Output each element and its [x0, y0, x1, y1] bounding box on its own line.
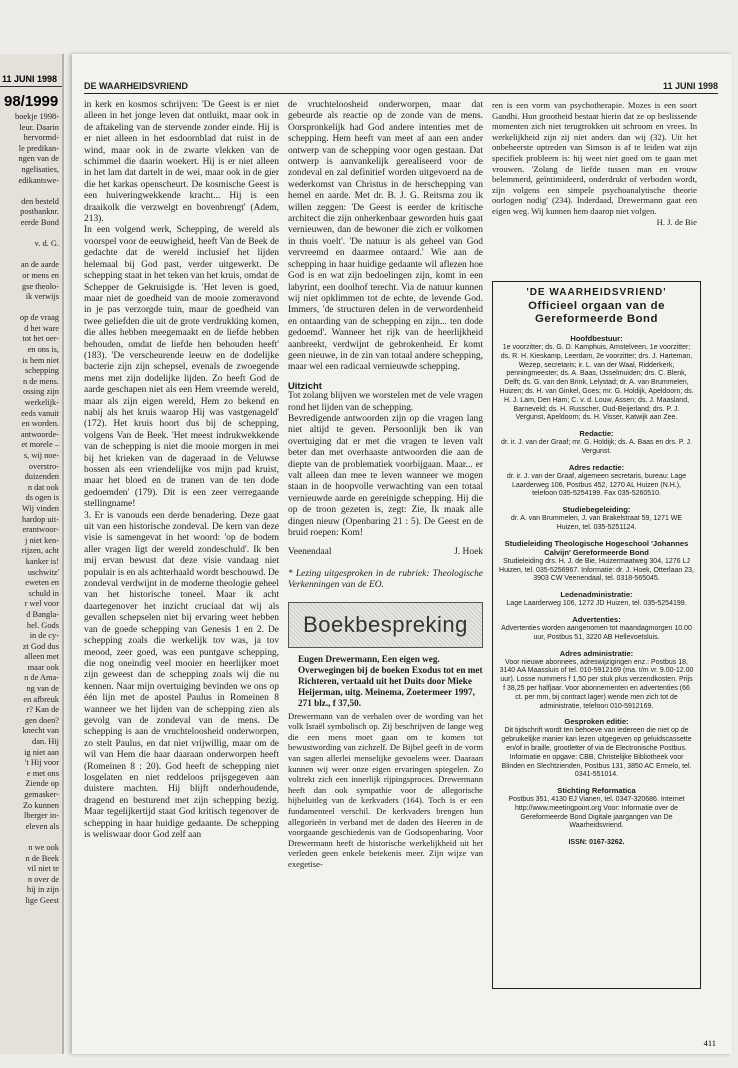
- colophon-section-text: dr. A. van Brummelen, J. van Brakelstraat 59, 1271 WE Huizen, tel. 035-5251124.: [510, 515, 683, 531]
- previous-page-line: zt God dus: [22, 641, 59, 651]
- colophon-section-heading: Studieleiding Theologische Hogeschool 'Johannes Calvijn' Gereformeerde Bond: [504, 538, 689, 557]
- colophon-section-text: Studieleiding drs. H. J. de Bie, Huizermaatweg 304, 1276 LJ Huizen, tel. 035-5256967. Informatie: dr. J. Hoek, Otterlaan 23, 3903 CW Veenendaal, tel. 0318-565045.: [499, 557, 694, 583]
- previous-page-line: r? Kan de: [26, 705, 59, 715]
- previous-page-line: ng van de: [26, 684, 59, 694]
- colophon-box: [492, 281, 701, 989]
- previous-page-line: hij in zijn: [26, 885, 59, 895]
- previous-page-lines: [0, 112, 62, 907]
- colophon-title: 'DE WAARHEIDSVRIEND': [526, 287, 667, 298]
- colophon-section-heading: Gesproken editie:: [564, 717, 629, 727]
- previous-page-line: en worden.: [21, 419, 59, 429]
- review-continued: ren is een vorm van psychotherapie. Mozes is een soort Gandhi. Hun grootheid bestaat hierin dat ze op beslissende momenten zich niet terugtrokken uit schroom en vrees. In werkelijkheid zijn zij niet anders dan wij (32). Uit het onbeheerste optreden van Simson is af te leiden wat zijn specifiek probleem is: hij weet niet goed om te gaan met vrouwen. 'Zolang de liefde tussen man en vrouw belemmerd, geïntimideerd, onderdrukt of verboden wordt, zijn volgens een simpele psychoanalytische theorie oorlogen nodig' (234). Inderdaad, Drewermann gaat een eigen weg. Wij kunnen hem daarop niet volgen.: [492, 100, 697, 216]
- previous-page-line: overstro-: [28, 461, 59, 471]
- previous-page-line: an de aarde: [20, 260, 59, 270]
- previous-page-line: gse theolo-: [22, 281, 59, 291]
- previous-page-line: [0, 303, 62, 314]
- previous-page-line: duizenden: [24, 472, 59, 482]
- previous-page-line: leur. Daarin: [19, 122, 59, 132]
- issue-date: 11 JUNI 1998: [662, 81, 718, 91]
- previous-page-line: Wij vinden: [21, 503, 59, 513]
- colophon-section-heading: Redactie:: [579, 429, 614, 439]
- previous-page-line: schuld in: [28, 588, 59, 598]
- colophon-section-text: Postbus 351, 4130 EJ Vianen, tel. 0347-320686. Internet http://www.meetingpoint.org Voor: Informatie over de Gereformeerde Bond Digitale jaargangen van De Waarheidsvriend.: [508, 796, 685, 830]
- colophon-section-heading: Studiebegeleiding:: [562, 505, 631, 515]
- colophon-section-heading: Hoofdbestuur:: [570, 334, 623, 343]
- previous-page-line: n de Ama-: [24, 673, 59, 683]
- previous-page-line: ngelisaties,: [21, 164, 59, 174]
- previous-page-line: n de Beek: [25, 853, 59, 863]
- magazine-page: [72, 54, 732, 1054]
- running-header: [84, 78, 718, 94]
- colophon-subtitle: Officieel orgaan van de Gereformeerde Bond: [528, 300, 665, 325]
- previous-page-line: is hem niet: [22, 355, 59, 365]
- previous-page-edge: [0, 54, 64, 1054]
- previous-page-line: v. d. G.: [34, 239, 59, 249]
- previous-page-line: [0, 186, 62, 197]
- previous-page-line: [0, 250, 62, 261]
- colophon-section-text: ISSN: 0167-3262.: [568, 839, 625, 847]
- previous-page-line: edikantswe-: [18, 175, 59, 185]
- previous-page-line: vil niet te: [27, 864, 59, 874]
- previous-page-line: gemasker-: [24, 790, 59, 799]
- previous-page-line: lige Geest: [25, 895, 59, 905]
- previous-page-line: ds ogen is: [25, 493, 59, 503]
- previous-page-line: kanker is!: [25, 556, 59, 566]
- paragraph: de vruchteloosheid onderworpen, maar dat gebeurde als reactie op de zonde van de mens. Oorspronkelijk had God andere intenties met de schepping. Hem heeft van meet af aan een ander ontwerp van de schepping voor ogen gestaan. Dat ontwerp is aanvankelijk gerealiseerd voor de zondeval en zal definitief worden uitgevoerd na de wederkomst van Christus in de herschepping van hemel en aarde. Met dr. B. J. G. Reitsma zou ik willen zeggen: 'De Geest is eerder de kritische architect die zijn onherkenbaar geworden huis gaat vernieuwen, dan de bewoner die zich er volkomen in thuis voelt'. 'De natuur is als geheel van God vervreemd en daarmee ontaard.' Wie aan de schepping in haar huidige gedaante wil aflezen hoe God is en wat zijn bedoelingen zijn, komt in een labyrint, een doolhof terecht. Via de natuur kunnen wij niet opklimmen tot de echte, de levende God. Immers, 'de structuren delen in de verwordenheid en ontaarding van de schepping en zijn... ten dode gedoemd'. Wanneer het rijk van de heerlijkheid aanbreekt, verdwijnt de gebrokenheid. Er komt geen nieuwe, in de zin van totaal andere schepping, maar wel een radicaal vernieuwde schepping.: [288, 100, 483, 373]
- paragraph: In een volgend werk, Schepping, de wereld als voorspel voor de eeuwigheid, heeft Van de Beek de gedachte dat de wereld inclusief het lijden helemaal bij God past, verder uitgewerkt. De schepping staat in het teken van het kruis, omdat de Schepper de Gekruisigde is. 'Het leven is goed, maar niet de goedheid van de mooie zomeravond in je pas verzorgde tuin, maar de goedheid van twee geliefden die uit de grote verdrukking komen, die alles hebben meegemaakt en de liefde hebben behouden, omdat de liefde hen behouden heeft' (183). 'De verscheurende leeuw en de dodelijke bacterie zijn zijn schepsel, evenals de zwoegende mens met zijn dodelijke lijden. Zo heeft God de aarde geschapen niet als een Hem vreemde wereld, maar als zijn eigen wereld, Hem zo bekend en nabij als het kruis waarop Hij was vastgenageld' (172). Het kruis hoort dus bij de schepping, volgens Van de Beek. 'Het meest indrukwekkende van de schepping is niet die mooie morgen in mei bij het krieken van de dageraad in de Veluwse bossen als een vriendelijke vos mijn pad kruist, maar het bloed en de tranen van de ten dode gedoemden' (179). Dit is een zeer verregaande stellingname!: [84, 225, 279, 510]
- previous-page-line: ig niet aan: [24, 747, 59, 757]
- previous-page-line: le predikan-: [18, 143, 59, 153]
- colophon-sections: [493, 334, 700, 848]
- previous-page-line: [0, 832, 62, 843]
- previous-page-line: n dat ook: [27, 482, 59, 492]
- previous-page-line: dan. Hij: [32, 737, 59, 747]
- signature-place: Veenendaal: [288, 547, 332, 558]
- previous-page-line: d het ware: [24, 323, 59, 333]
- previous-page-line: Ziende op: [25, 779, 59, 789]
- previous-page-line: lberger in-: [24, 811, 59, 821]
- previous-page-line: e met ons: [26, 768, 59, 778]
- previous-page-line: or mens en: [22, 270, 59, 280]
- previous-page-line: n over de: [27, 874, 59, 884]
- previous-page-line: postbanknr.: [20, 207, 59, 217]
- colophon-section-heading: Adres redactie:: [568, 462, 625, 472]
- previous-page-line: ngen van de: [18, 154, 59, 164]
- previous-page-line: j niet ken-: [25, 535, 59, 545]
- colophon-section-text: Dit tijdschrift wordt ten behoeve van iedereen die niet op de gebruikelijke manier kan lezen uitgegeven op geluidscassette en/of in braille, grootletter of via de Electronische Postbus. Informatie en opgave: CBB, Christelijke Bibliotheek voor Blinden en Slechtzienden, Postbus 131, 3850 AC Ermelo, tel. 0341-551014.: [501, 727, 692, 779]
- colophon-section-heading: Stichting Reformatica: [557, 786, 636, 796]
- previous-page-header: 11 JUNI 1998: [0, 54, 62, 87]
- previous-page-line: eeds vanuit: [21, 408, 59, 418]
- previous-page-line: rijzen, acht: [21, 546, 59, 556]
- colophon-section-text: dr. ir. J. van der Graaf; mr. G. Holdijk; ds. A. Baas en drs. P. J. Vergunst.: [501, 439, 692, 455]
- signature: [288, 547, 483, 558]
- colophon-section-text: Advertenties worden aangenomen tot maandagmorgen 10.00 uur, Postbus 51, 3220 AB Hellevoetsluis.: [501, 624, 692, 641]
- previous-page-line: in de cy-: [29, 631, 59, 641]
- previous-page-line: hardop uit-: [22, 514, 59, 524]
- paragraph: Tot zolang blijven we worstelen met de vele vragen rond het lijden van de schepping.: [288, 391, 483, 413]
- previous-page-line: eerde Bond: [20, 217, 59, 227]
- previous-page-line: werkelijk-: [24, 398, 59, 408]
- page-number: 411: [703, 1038, 716, 1048]
- book-review-title: Boekbespreking: [303, 611, 468, 637]
- paragraph: 3. Er is vanouds een derde benadering. Deze gaat uit van een historische zondeval. De kern van deze visie is samengevat in het woord: 'op de bodem aller vragen ligt der wereld zondeschuld'. Ik ben mij ervan bewust dat deze visie vandaag niet populair is en als achterhaald wordt beschouwd. De zondeval verdwijnt in de moderne theologie geheel van het historische toneel. Maar ik acht daartegenover het inzicht cruciaal dat wij als gevallen schepselen niet bij ervaring weet hebben van de goede schepping van Genesis 1 en 2. De schepping zoals die werkelijk tov was, ja tov meood, zeer goed, was een puntgave schepping, die nog oneindig veel mooier en heerlijker moet zijn geweest dan de schepping zoals wij die nu kennen. Naar mijn overtuiging bevinden we ons op één lijn met de apostel Paulus in Romeinen 8 wanneer we het lijden van de schepping zien als gevolg van de zondeval van de mens. De schepping is aan de vruchteloosheid onderworpen, zo stelt Paulus, en dat niet vrijwillig, maar om de wil van Hem die haar daaraan onderworpen heeft (Romeinen 8 : 20). God heeft de schepping niet losgelaten en niet reddeloos prijsgegeven aan duistere machten. Hij blijft onderhoudende, dragend en besturend met zijn schepping bezig. Maar tegelijkertijd staat God kritisch tegenover de schepping in haar huidige gedaante. De schepping is weliswaar door God zelf aan: [84, 510, 279, 840]
- previous-page-line: antwoorde-: [20, 429, 59, 439]
- review-heading: Eugen Drewermann, Een eigen weg. Overwegingen bij de boeken Exodus tot en met Richteren, vertaald uit het Duits door Mieke Heijerman, uitg. Meinema, Zoetermeer 1997, 271 blz., f 37,50.: [298, 653, 483, 708]
- magazine-title: DE WAARHEIDSVRIEND: [84, 81, 189, 91]
- previous-page-line: boekje 1998-: [15, 112, 59, 121]
- signature-author: J. Hoek: [454, 547, 483, 558]
- previous-page-line: hel. Gods: [26, 620, 59, 630]
- previous-page-year: 98/1999: [4, 93, 59, 110]
- paragraph: Bevredigende antwoorden zijn op die vragen lang niet altijd te geven. Persoonlijk ben ik van overtuiging dat er met die vragen te leven valt beter dan met overhaaste antwoorden die aan de diepte van de problematiek voorbijgaan. Maar... er valt alleen dan mee te leven wanneer we mogen staan in de hoopvolle verwachting van een totaal vernieuwde aarde en gereinigde schepping. Hij die op de troon gezeten is, zegt: Zie, Ik maak alle dingen nieuw (Openbaring 21 : 5). De Geest en de bruid roepen: Kom!: [288, 413, 483, 539]
- previous-page-line: den besteld: [21, 196, 59, 206]
- colophon-section-heading: Adres administratie:: [559, 648, 634, 658]
- previous-page-line: hervormd-: [23, 133, 59, 143]
- paragraph: in kerk en kosmos schrijven: 'De Geest is er niet alleen in het jonge leven dat ontluikt, maar ook in de aftakeling van de stervende zonder einde. Hij is er niet alleen in het esdoornblad dat ruist in de wind, maar ook in de zwarte vlekken van de schimmel die daarin woekert. Hij is er niet alleen in het lam dat dartelt in de wei, maar ook in de gier die het karkas openscheurt. De kosmische Geest is een huiveringwekkende kracht... Hij is een draaikolk die verzwelgt en bovenbrengt' (Adem, 213).: [84, 100, 279, 225]
- previous-page-line: tot het oer-: [22, 334, 59, 344]
- previous-page-line: s, wij noe-: [23, 451, 59, 460]
- previous-page-line: [0, 229, 62, 240]
- previous-page-line: Zo kunnen: [22, 800, 59, 810]
- column-3: [492, 100, 697, 227]
- book-review-banner: [288, 602, 483, 648]
- previous-page-line: erantwoor-: [22, 525, 59, 535]
- colophon-section-heading: Ledenadministratie:: [560, 590, 633, 600]
- colophon-section-text: Lage Laarderweg 106, 1272 JD Huizen, tel. 035-5254199.: [506, 600, 687, 608]
- previous-page-line: ik verwijs: [25, 292, 59, 302]
- previous-page-line: alleen met: [24, 652, 59, 662]
- colophon-section-text: Voor nieuwe abonnees, adreswijzigingen enz.: Postbus 18, 3140 AA Maassluis of tel. 010-5912169 (ma. t/m vr. 9.00-12.00 uur). Losse nummers f 1,50 per stuk plus verzendkosten. Prijs f 38,25 per halfjaar. Voor abonnementen en advertenties (66 ct. per mm, bij contract lager) wende men zich tot de administratie, telefoon 010-5912169.: [499, 658, 694, 710]
- previous-page-line: d Bangla-: [26, 609, 59, 619]
- previous-page-line: 't Hij voor: [24, 758, 59, 768]
- section-heading: Uitzicht: [288, 379, 322, 391]
- colophon-section-heading: Advertenties:: [572, 614, 621, 624]
- footnote: * Lezing uitgesproken in de rubriek: Theologische Verkenningen van de EO.: [288, 568, 483, 591]
- column-2: [288, 100, 483, 870]
- previous-page-line: op de vraag: [19, 313, 59, 323]
- previous-page-line: en ons is,: [27, 345, 59, 355]
- colophon-section-text: 1e voorzitter; ds. G. D. Kamphuis, Amstelveen, 1e voorzitter; ds. R. H. Kieskamp, Leerdam, 2e voorzitter; drs. J. Harteman, Wezep, secretaris; ir. L. van der Waal, Ridderkerk, penningmeester; ds. A. Baas, IJsselmuiden; drs. C. Blenk, Delft; ds. G. van den Brink, Lelystad; dr. A. van Brummelen, Huizen; ds. H. van Ginkel, Goes; mr. G. Holdijk, Apeldoorn; ds. H. J. Lam, Den Ham; C. v. d. Louw, Assen; ds. J. Maasland, Barneveld; ds. H. Russcher, Oud-Beijerland; drs. P. J. Vergunst, Apeldoorn; ds. H. Visser, Katwijk aan Zee.: [499, 344, 694, 422]
- previous-page-line: ossing zijn: [22, 387, 59, 397]
- previous-page-line: knecht van: [22, 726, 59, 736]
- previous-page-line: en afbreuk: [23, 694, 59, 704]
- colophon-section-text: dr. ir. J. van der Graaf, algemeen secretaris, bureau: Lage Laarderweg 106, Postbus 452, 1270 AL Huizen (N.H.), telefoon 035-5254199. Fax 035-5260510.: [506, 472, 687, 498]
- previous-page-line: n we ook: [28, 842, 59, 852]
- review-body: Drewermann van de verhalen over de wording van het volk Israël symbolisch op. Zij beschrijven de lange weg die een mens moet gaan om te komen tot bewustwording van zichzelf. De Bijbel geeft in de vorm van sagen allerlei menselijke gevoelens weer. Daaraan kunnen wij weer onze eigen ervaringen spiegelen. Zo voltrekt zich een innerlijk rijpingsproces. Drewermann heeft dan ook sympathie voor de allegorische bijbeluitleg van de kerkvaders (164). Toch is er een fundamenteel verschil. De kerkvaders brengen hun allegorieën in verband met de daden des Heeren in de voorgaande geschiedenis van de Godsopenbaring. Voor Drewermann heeft de historische werkelijkheid uit het verleden geen enkele betekenis meer. Zijn wijze van exegetise-: [288, 710, 483, 869]
- previous-page-line: et morele –: [21, 440, 59, 450]
- review-signature: H. J. de Bie: [656, 216, 697, 227]
- column-1: [84, 100, 279, 841]
- previous-page-line: schepping: [25, 366, 59, 376]
- previous-page-line: eleven als: [25, 821, 59, 831]
- previous-page-line: maar ook: [27, 662, 59, 672]
- previous-page-line: r wel voor: [24, 599, 59, 609]
- previous-page-line: gen doen?: [24, 715, 59, 725]
- previous-page-line: eweten en: [25, 578, 59, 588]
- previous-page-line: uschwitz': [27, 567, 59, 577]
- previous-page-line: n de mens.: [22, 376, 59, 386]
